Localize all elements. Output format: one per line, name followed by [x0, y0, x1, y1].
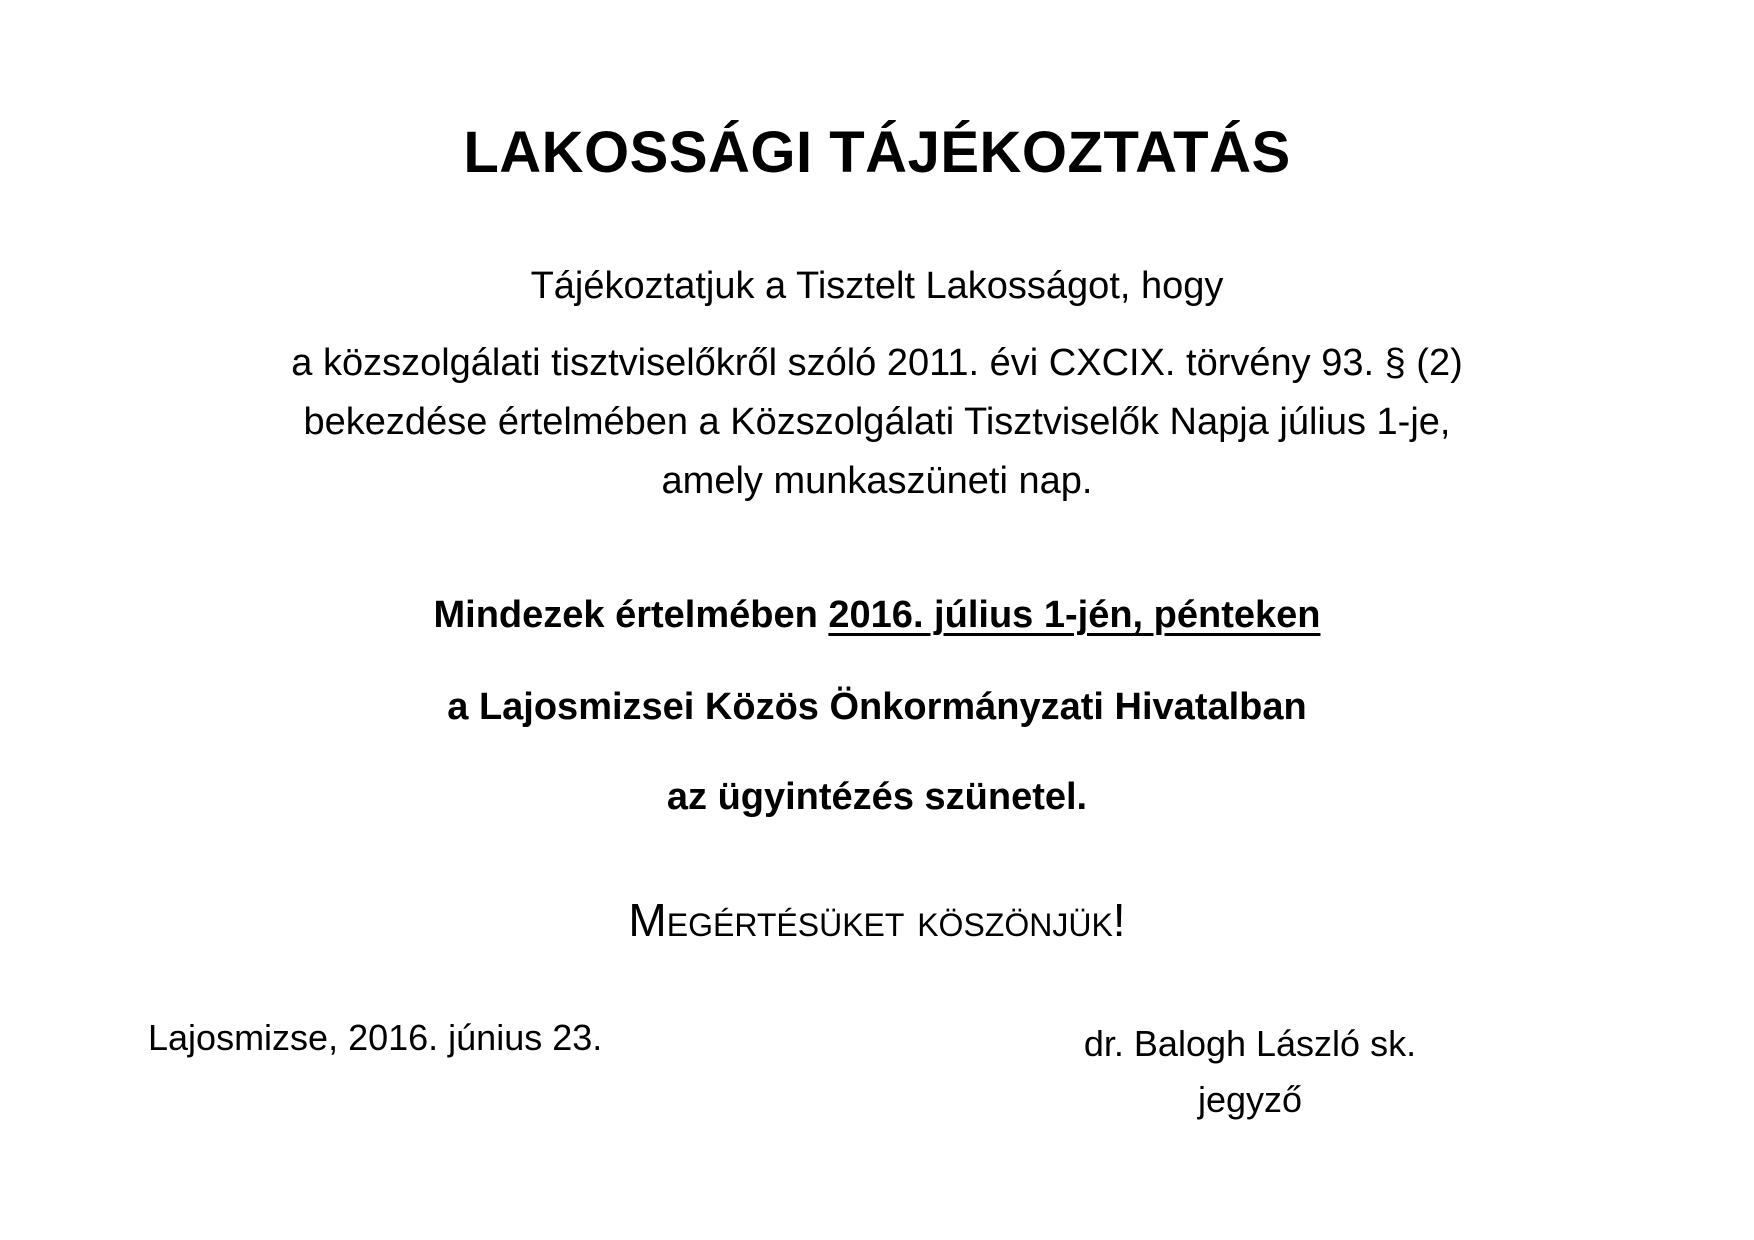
paragraph-line: a közszolgálati tisztviselőkről szóló 2011. évi CXCIX. törvény 93. § (2): [291, 342, 1463, 384]
paragraph-line: amely munkaszüneti nap.: [661, 460, 1093, 502]
paragraph-line: bekezdése értelmében a Közszolgálati Tisztviselők Napja július 1-je,: [303, 401, 1451, 443]
notice-line-date: [0, 592, 1754, 638]
closure-date: 2016. július 1-jén, pénteken: [828, 594, 1321, 636]
signatory-title: jegyző: [1197, 1079, 1303, 1120]
notice-prefix: Mindezek értelmében: [433, 594, 829, 636]
notice-line-office: a Lajosmizsei Közös Önkormányzati Hivatalban: [447, 686, 1307, 728]
legal-paragraph: [0, 334, 1754, 511]
thanks-line: Megértésüket köszönjük!: [628, 894, 1126, 946]
document-title: LAKOSSÁGI TÁJÉKOZTATÁS: [463, 120, 1291, 185]
signature-block: [1030, 1016, 1470, 1128]
place-and-date: Lajosmizse, 2016. június 23.: [148, 1017, 603, 1058]
notice-line-suspension: az ügyintézés szünetel.: [666, 776, 1088, 818]
intro-line: Tájékoztatjuk a Tisztelt Lakosságot, hogy: [530, 265, 1224, 307]
signatory-name: dr. Balogh László sk.: [1083, 1023, 1417, 1064]
